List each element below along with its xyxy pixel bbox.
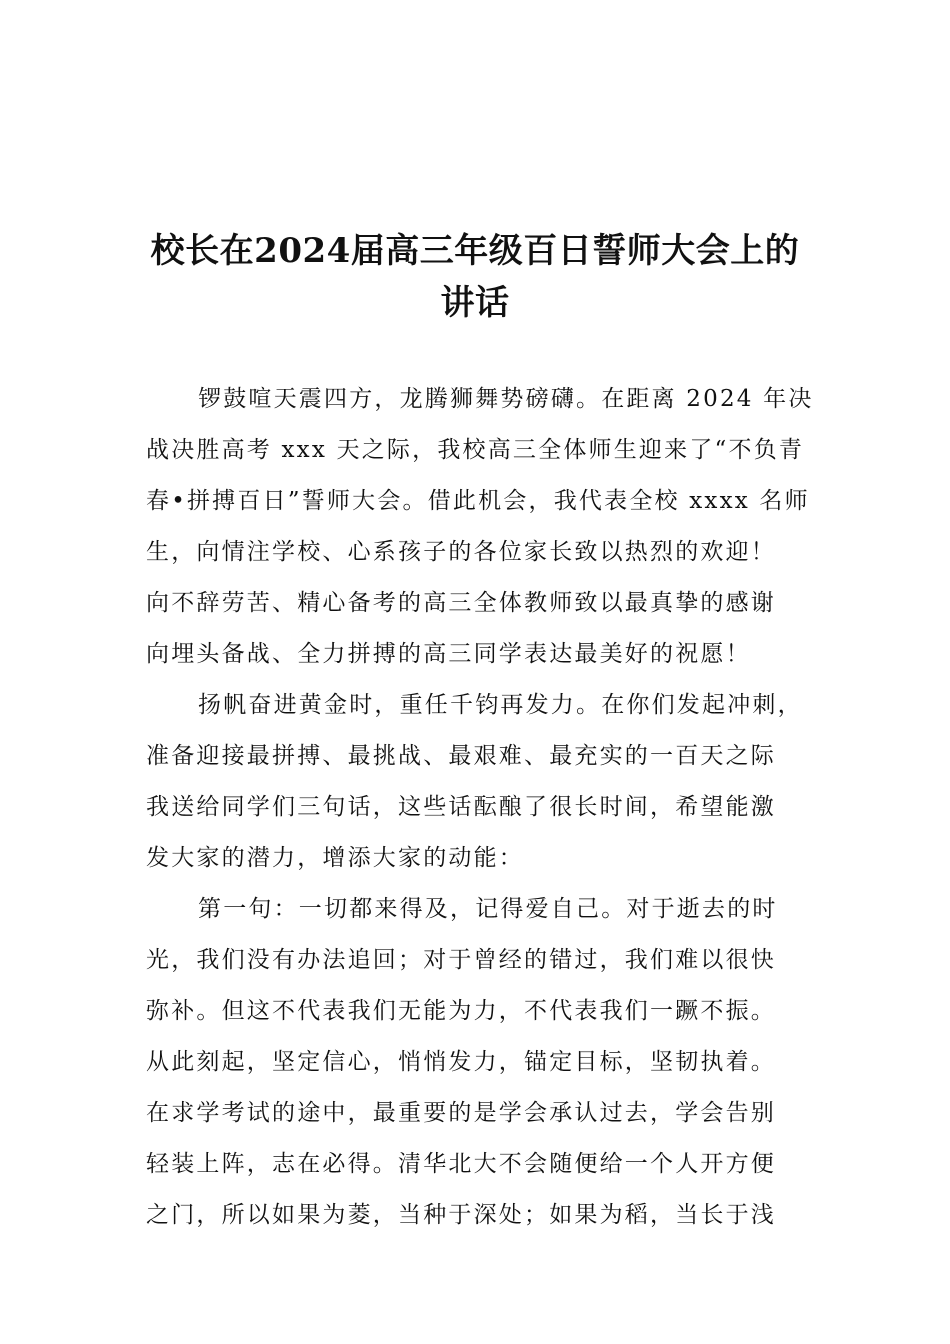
body-line: 准备迎接最拼搏、最挑战、最艰难、最充实的一百天之际 — [146, 743, 776, 769]
body-line: 之门，所以如果为菱，当种于深处；如果为稻，当长于浅 — [146, 1202, 776, 1228]
document-body — [146, 374, 826, 1241]
body-line: 生，向情注学校、心系孩子的各位家长致以热烈的欢迎！ — [146, 539, 776, 565]
body-line: 光，我们没有办法追回；对于曾经的错过，我们难以很快 — [146, 947, 776, 973]
body-line: 春•拼搏百日”誓师大会。借此机会，我代表全校 xxxx 名师 — [146, 488, 810, 514]
body-line: 锣鼓喧天震四方，龙腾狮舞势磅礴。在距离 2024 年决 — [198, 386, 814, 412]
body-line: 从此刻起，坚定信心，悄悄发力，锚定目标，坚韧执着。 — [146, 1049, 776, 1075]
body-line: 第一句：一切都来得及，记得爱自己。对于逝去的时 — [198, 896, 778, 922]
body-line: 发大家的潜力，增添大家的动能： — [146, 845, 524, 871]
document-title — [140, 225, 810, 329]
body-line: 向埋头备战、全力拼搏的高三同学表达最美好的祝愿！ — [146, 641, 751, 667]
title-line: 讲话 — [440, 283, 510, 323]
title-line: 校长在2024届高三年级百日誓师大会上的 — [150, 231, 800, 271]
body-line: 在求学考试的途中，最重要的是学会承认过去，学会告别 — [146, 1100, 776, 1126]
body-line: 我送给同学们三句话，这些话酝酿了很长时间，希望能激 — [146, 794, 776, 820]
body-line: 向不辞劳苦、精心备考的高三全体教师致以最真挚的感谢 — [146, 590, 776, 616]
body-line: 轻装上阵，志在必得。清华北大不会随便给一个人开方便 — [146, 1151, 776, 1177]
body-line: 战决胜高考 xxx 天之际，我校高三全体师生迎来了“不负青 — [146, 437, 805, 463]
body-line: 弥补。但这不代表我们无能为力，不代表我们一蹶不振。 — [146, 998, 776, 1024]
body-line: 扬帆奋进黄金时，重任千钧再发力。在你们发起冲刺， — [198, 692, 803, 718]
